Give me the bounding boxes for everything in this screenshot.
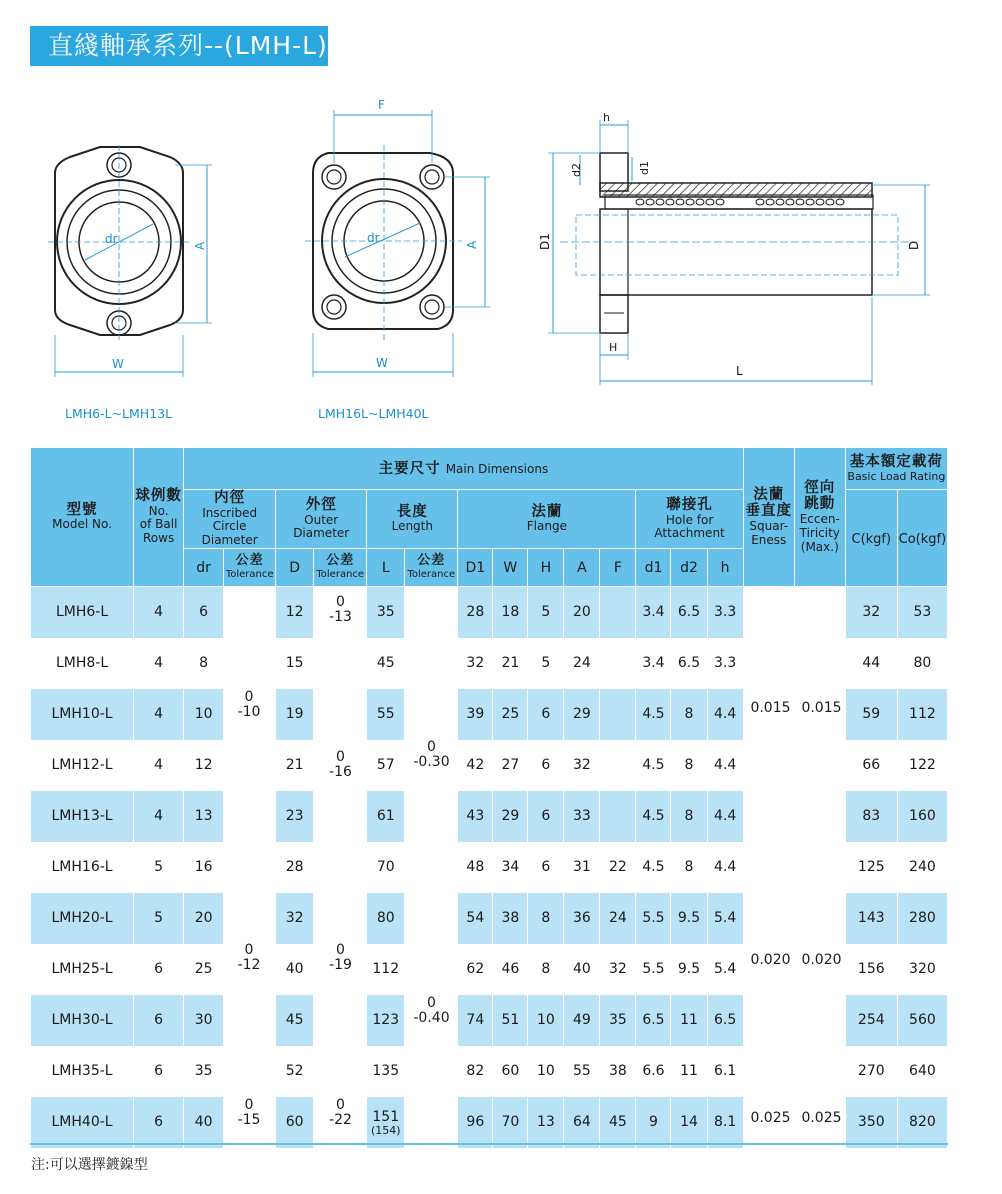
cell-h: 5 — [528, 638, 564, 689]
squareness-a: 0.015 — [750, 700, 791, 716]
cell-co: 112 — [897, 689, 947, 740]
cell-h: 4.4 — [707, 842, 743, 893]
cell-d1: 48 — [458, 842, 493, 893]
eccentricity-a: 0.015 — [801, 700, 842, 716]
header-load-rating: 基本額定載荷 Basic Load Rating — [845, 448, 947, 490]
cell-d: 19 — [276, 689, 314, 740]
label-a-2: A — [465, 240, 479, 249]
cell-d: 40 — [276, 944, 314, 995]
cell-balls: 6 — [134, 944, 184, 995]
cell-h: 6.1 — [707, 1046, 743, 1097]
table-header — [31, 448, 948, 587]
table-row — [31, 791, 948, 842]
cell-a: 29 — [564, 689, 600, 740]
spacer-cell — [405, 842, 458, 893]
cell-c: 32 — [845, 587, 897, 638]
cell-d1: 32 — [458, 638, 493, 689]
cell-f — [600, 638, 636, 689]
cell-model: LMH40-L — [31, 1097, 134, 1148]
header-c: C(kgf) — [845, 490, 897, 587]
table-row — [31, 638, 948, 689]
cell-d1: 4.5 — [636, 791, 671, 842]
label-D1: D1 — [538, 233, 552, 250]
cell-balls: 5 — [134, 893, 184, 944]
cell-dr: 40 — [184, 1097, 224, 1148]
spacer-cell — [224, 791, 276, 842]
cell-l: 55 — [367, 689, 405, 740]
cell-dr: 10 — [184, 689, 224, 740]
header-D: D — [276, 549, 314, 587]
L-tolerance-b: 0 -0.40 — [413, 995, 450, 1027]
cell-d1: 74 — [458, 995, 493, 1046]
cell-d: 23 — [276, 791, 314, 842]
cell-dr: 12 — [184, 740, 224, 791]
spacer-cell — [224, 1046, 276, 1097]
cell-c: 156 — [845, 944, 897, 995]
cell-f: 38 — [600, 1046, 636, 1097]
cell-h: 8.1 — [707, 1097, 743, 1148]
header-main-dimensions: 主要尺寸 Main Dimensions — [184, 448, 744, 490]
cell-c: 143 — [845, 893, 897, 944]
cell-h: 13 — [528, 1097, 564, 1148]
D-tolerance-a: 0 -13 — [329, 594, 352, 626]
cell-co: 560 — [897, 995, 947, 1046]
l40-alt-value: (154) — [370, 1123, 401, 1137]
cell-balls: 5 — [134, 842, 184, 893]
header-D1: D1 — [458, 549, 493, 587]
label-D: D — [907, 240, 921, 250]
spacer-cell — [743, 893, 794, 944]
table-row — [31, 587, 948, 638]
header-outer-diameter: 外徑 Outer Diameter — [276, 490, 367, 549]
header-inner-diameter: 内徑 Inscribed Circle Diameter — [184, 490, 276, 549]
cell-a: 32 — [564, 740, 600, 791]
dr-tolerance-c: 0 -15 — [237, 1097, 261, 1129]
header-H: H — [528, 549, 564, 587]
spacer-cell — [405, 587, 458, 638]
cell-co: 53 — [897, 587, 947, 638]
label-f-2: F — [378, 98, 385, 112]
cell-h: 8 — [528, 944, 564, 995]
cell-a: 55 — [564, 1046, 600, 1097]
cell-a: 40 — [564, 944, 600, 995]
label-w-2: W — [376, 356, 388, 370]
cell-f — [600, 587, 636, 638]
header-D-tolerance: 公差 Tolerance — [314, 549, 367, 587]
spacer-cell — [405, 944, 458, 995]
caption-small-models: LMH6-L~LMH13L — [65, 406, 173, 421]
cell-d: 21 — [276, 740, 314, 791]
cell-dr: 8 — [184, 638, 224, 689]
cell-l: 112 — [367, 944, 405, 995]
D-tolerance-c: 0 -19 — [329, 942, 352, 974]
cell-w: 25 — [493, 689, 528, 740]
header-co: Co(kgf) — [897, 490, 947, 587]
cell-h: 10 — [528, 1046, 564, 1097]
cell-d2: 8 — [671, 740, 707, 791]
cell-model: LMH12-L — [31, 740, 134, 791]
L-tolerance-a: 0 -0.30 — [413, 739, 450, 771]
spacer-cell — [743, 995, 794, 1046]
header-eccentricity: 徑向 跳動 Eccen- Tiricity (Max.) — [794, 448, 845, 587]
cell-w: 60 — [493, 1046, 528, 1097]
dr-tolerance-a: 0 -10 — [237, 689, 261, 721]
cell-c: 59 — [845, 689, 897, 740]
cell-a: 31 — [564, 842, 600, 893]
cell-dr: 13 — [184, 791, 224, 842]
cell-d1: 4.5 — [636, 689, 671, 740]
D-tolerance-b: 0 -16 — [329, 749, 352, 781]
cell-model: LMH25-L — [31, 944, 134, 995]
cell-a: 64 — [564, 1097, 600, 1148]
header-L: L — [367, 549, 405, 587]
cell-d1: 5.5 — [636, 944, 671, 995]
label-d2: d2 — [570, 163, 583, 177]
header-flange: 法蘭 Flange — [458, 490, 636, 549]
header-ball-rows: 球例數 No. of Ball Rows — [134, 448, 184, 587]
cell-co: 122 — [897, 740, 947, 791]
header-W: W — [493, 549, 528, 587]
spacer-cell — [224, 995, 276, 1046]
l40-value: 151 — [372, 1108, 400, 1125]
cell-w: 51 — [493, 995, 528, 1046]
cell-f — [600, 791, 636, 842]
cell-l: 80 — [367, 893, 405, 944]
cell-d1: 82 — [458, 1046, 493, 1097]
spacer-cell — [794, 842, 845, 893]
header-h: h — [707, 549, 743, 587]
cell-model: LMH30-L — [31, 995, 134, 1046]
spacer-cell — [314, 995, 367, 1046]
cell-balls: 6 — [134, 1097, 184, 1148]
caption-large-models: LMH16L~LMH40L — [318, 406, 429, 421]
cell-d1: 3.4 — [636, 587, 671, 638]
cell-dr: 16 — [184, 842, 224, 893]
cell-c: 350 — [845, 1097, 897, 1148]
cell-d: 52 — [276, 1046, 314, 1097]
cell-w: 18 — [493, 587, 528, 638]
spec-table — [30, 447, 948, 1148]
cell-balls: 6 — [134, 1046, 184, 1097]
table-row — [31, 842, 948, 893]
cell-a: 36 — [564, 893, 600, 944]
footnote: 注:可以選擇鍍鎳型 — [31, 1157, 148, 1173]
spacer-cell — [224, 587, 276, 638]
spacer-cell — [405, 1046, 458, 1097]
D-tolerance-d: 0 -22 — [329, 1097, 352, 1129]
spacer-cell — [314, 791, 367, 842]
flange-drawing-small — [48, 145, 212, 377]
label-dr-2: dr — [367, 231, 380, 245]
cell-d: 32 — [276, 893, 314, 944]
spacer-cell — [794, 893, 845, 944]
spacer-cell — [743, 638, 794, 689]
cell-h: 4.4 — [707, 689, 743, 740]
cell-balls: 4 — [134, 791, 184, 842]
cell-d2: 6.5 — [671, 638, 707, 689]
cell-d2: 11 — [671, 995, 707, 1046]
cell-h: 4.4 — [707, 791, 743, 842]
dr-tolerance-b: 0 -12 — [237, 942, 261, 974]
label-dr-1: dr — [105, 232, 118, 246]
cell-f — [600, 689, 636, 740]
spacer-cell — [743, 740, 794, 791]
cell-model: LMH10-L — [31, 689, 134, 740]
cell-dr: 30 — [184, 995, 224, 1046]
cell-w: 29 — [493, 791, 528, 842]
cell-dr: 20 — [184, 893, 224, 944]
header-squareness: 法蘭 垂直度 Squar- Eness — [743, 448, 794, 587]
cell-w: 34 — [493, 842, 528, 893]
cell-d1: 4.5 — [636, 842, 671, 893]
spacer-cell — [794, 791, 845, 842]
cell-dr: 6 — [184, 587, 224, 638]
cell-model: LMH6-L — [31, 587, 134, 638]
cell-d1: 54 — [458, 893, 493, 944]
cell-l: 35 — [367, 587, 405, 638]
cell-d1: 4.5 — [636, 740, 671, 791]
cell-h: 3.3 — [707, 587, 743, 638]
cell-co: 80 — [897, 638, 947, 689]
spacer-cell — [743, 842, 794, 893]
header-d1: d1 — [636, 549, 671, 587]
cell-d1: 39 — [458, 689, 493, 740]
cell-f: 45 — [600, 1097, 636, 1148]
cell-l: 70 — [367, 842, 405, 893]
section-drawing — [548, 120, 930, 385]
cell-h: 5.4 — [707, 893, 743, 944]
cell-balls: 4 — [134, 689, 184, 740]
table-row — [31, 740, 948, 791]
cell-l: 61 — [367, 791, 405, 842]
cell-f: 32 — [600, 944, 636, 995]
cell-model: LMH8-L — [31, 638, 134, 689]
header-F: F — [600, 549, 636, 587]
spacer-cell — [405, 638, 458, 689]
cell-balls: 6 — [134, 995, 184, 1046]
cell-w: 21 — [493, 638, 528, 689]
cell-d1: 3.4 — [636, 638, 671, 689]
cell-l: 135 — [367, 1046, 405, 1097]
table-body — [31, 587, 948, 1148]
cell-d: 15 — [276, 638, 314, 689]
cell-co: 320 — [897, 944, 947, 995]
spacer-cell — [405, 791, 458, 842]
cell-dr: 25 — [184, 944, 224, 995]
spacer-cell — [314, 842, 367, 893]
cell-model: LMH20-L — [31, 893, 134, 944]
label-H: H — [609, 341, 618, 354]
cell-model: LMH13-L — [31, 791, 134, 842]
spacer-cell — [743, 587, 794, 638]
cell-l: 45 — [367, 638, 405, 689]
cell-c: 66 — [845, 740, 897, 791]
cell-h: 4.4 — [707, 740, 743, 791]
cell-c: 44 — [845, 638, 897, 689]
cell-w: 38 — [493, 893, 528, 944]
cell-d2: 9.5 — [671, 893, 707, 944]
drawings-svg — [0, 85, 1002, 425]
cell-d2: 8 — [671, 689, 707, 740]
cell-d1: 28 — [458, 587, 493, 638]
spacer-cell — [794, 995, 845, 1046]
table-row — [31, 995, 948, 1046]
page-title: 直綫軸承系列--(LMH-L) — [30, 26, 328, 66]
label-d1: d1 — [638, 161, 651, 175]
header-model: 型號 Model No. — [31, 448, 134, 587]
cell-h: 6 — [528, 842, 564, 893]
cell-h: 10 — [528, 995, 564, 1046]
spacer-cell — [405, 893, 458, 944]
cell-h: 8 — [528, 893, 564, 944]
eccentricity-c: 0.025 — [801, 1110, 842, 1126]
cell-model: LMH16-L — [31, 842, 134, 893]
cell-h: 5.4 — [707, 944, 743, 995]
spacer-cell — [224, 638, 276, 689]
cell-c: 270 — [845, 1046, 897, 1097]
cell-a: 49 — [564, 995, 600, 1046]
label-L: L — [736, 364, 743, 378]
cell-a: 33 — [564, 791, 600, 842]
spacer-cell — [794, 638, 845, 689]
cell-balls: 4 — [134, 587, 184, 638]
spacer-cell — [405, 1097, 458, 1148]
cell-d1: 9 — [636, 1097, 671, 1148]
cell-model: LMH35-L — [31, 1046, 134, 1097]
spacer-cell — [314, 1046, 367, 1097]
cell-f: 22 — [600, 842, 636, 893]
cell-l — [367, 1097, 405, 1148]
spacer-cell — [794, 740, 845, 791]
label-h-lower: h — [603, 111, 610, 124]
cell-d2: 11 — [671, 1046, 707, 1097]
cell-d2: 14 — [671, 1097, 707, 1148]
cell-d1: 5.5 — [636, 893, 671, 944]
cell-h: 6 — [528, 689, 564, 740]
spacer-cell — [314, 689, 367, 740]
header-A: A — [564, 549, 600, 587]
table-bottom-rule — [30, 1143, 948, 1145]
cell-d: 12 — [276, 587, 314, 638]
squareness-c: 0.025 — [750, 1110, 791, 1126]
header-d2: d2 — [671, 549, 707, 587]
spacer-cell — [794, 1046, 845, 1097]
cell-d1: 62 — [458, 944, 493, 995]
spacer-cell — [405, 689, 458, 740]
cell-l: 123 — [367, 995, 405, 1046]
squareness-b: 0.020 — [750, 952, 791, 968]
cell-d2: 6.5 — [671, 587, 707, 638]
cell-co: 280 — [897, 893, 947, 944]
cell-d1: 6.6 — [636, 1046, 671, 1097]
spacer-cell — [743, 791, 794, 842]
spacer-cell — [224, 740, 276, 791]
cell-d1: 96 — [458, 1097, 493, 1148]
technical-drawings — [0, 85, 1002, 425]
cell-d2: 8 — [671, 842, 707, 893]
cell-l: 57 — [367, 740, 405, 791]
spacer-cell — [743, 1046, 794, 1097]
header-L-tolerance: 公差 Tolerance — [405, 549, 458, 587]
cell-h: 3.3 — [707, 638, 743, 689]
cell-f: 35 — [600, 995, 636, 1046]
cell-d1: 42 — [458, 740, 493, 791]
cell-balls: 4 — [134, 638, 184, 689]
spacer-cell — [224, 842, 276, 893]
cell-d2: 9.5 — [671, 944, 707, 995]
cell-balls: 4 — [134, 740, 184, 791]
table-row — [31, 893, 948, 944]
cell-d: 28 — [276, 842, 314, 893]
cell-h: 5 — [528, 587, 564, 638]
cell-a: 20 — [564, 587, 600, 638]
cell-h: 6.5 — [707, 995, 743, 1046]
cell-a: 24 — [564, 638, 600, 689]
cell-d1: 43 — [458, 791, 493, 842]
label-w-1: W — [112, 357, 124, 371]
header-dr: dr — [184, 549, 224, 587]
spacer-cell — [794, 587, 845, 638]
cell-h: 6 — [528, 791, 564, 842]
header-length: 長度 Length — [367, 490, 458, 549]
cell-co: 240 — [897, 842, 947, 893]
cell-h: 6 — [528, 740, 564, 791]
cell-c: 125 — [845, 842, 897, 893]
header-dr-tolerance: 公差 Tolerance — [224, 549, 276, 587]
cell-w: 46 — [493, 944, 528, 995]
cell-co: 640 — [897, 1046, 947, 1097]
cell-d2: 8 — [671, 791, 707, 842]
cell-d: 45 — [276, 995, 314, 1046]
cell-d1: 6.5 — [636, 995, 671, 1046]
cell-d: 60 — [276, 1097, 314, 1148]
spacer-cell — [314, 893, 367, 944]
flange-drawing-large — [305, 110, 490, 377]
table-row — [31, 1046, 948, 1097]
cell-dr: 35 — [184, 1046, 224, 1097]
cell-f — [600, 740, 636, 791]
eccentricity-b: 0.020 — [801, 952, 842, 968]
spacer-cell — [224, 893, 276, 944]
cell-w: 27 — [493, 740, 528, 791]
cell-w: 70 — [493, 1097, 528, 1148]
label-a-1: A — [193, 241, 207, 250]
cell-c: 254 — [845, 995, 897, 1046]
header-hole: 聯接孔 Hole for Attachment — [636, 490, 743, 549]
cell-co: 160 — [897, 791, 947, 842]
cell-co: 820 — [897, 1097, 947, 1148]
cell-c: 83 — [845, 791, 897, 842]
spacer-cell — [314, 638, 367, 689]
cell-f: 24 — [600, 893, 636, 944]
